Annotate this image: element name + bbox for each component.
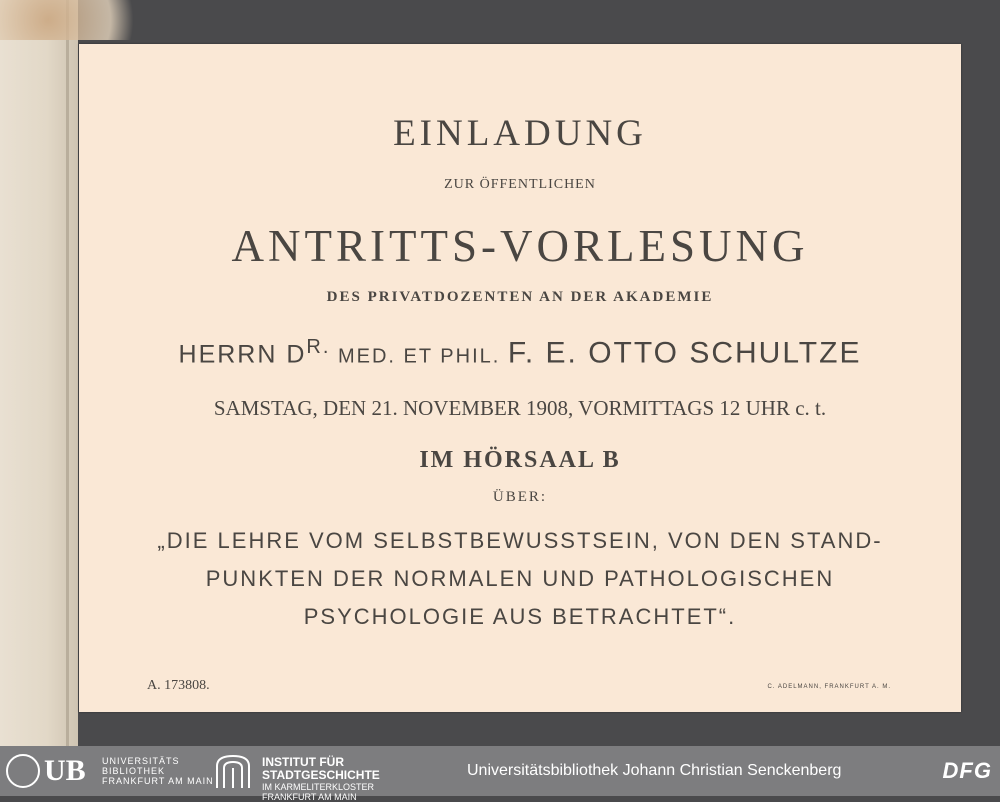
paper-stain <box>0 0 160 40</box>
lecture-title-line-1: „DIE LEHRE VOM SELBSTBEWUSSTSEIN, VON DEN STAND- <box>157 528 883 553</box>
lecture-title-line-3: PSYCHOLOGIE AUS BETRACHTET“. <box>303 604 737 629</box>
isg-line-4: FRANKFURT AM MAIN <box>262 792 357 802</box>
printer-imprint: C. ADELMANN, FRANKFURT A. M. <box>767 684 891 690</box>
catalog-number: A. 173808. <box>147 678 210 693</box>
ub-line-1: UNIVERSITÄTS <box>102 756 180 766</box>
ub-line-2: BIBLIOTHEK <box>102 766 166 776</box>
invitation-card <box>79 44 961 712</box>
lecture-title-line-2: PUNKTEN DER NORMALEN UND PATHOLOGISCHEN <box>205 566 835 591</box>
lecture-heading: ANTRITTS-VORLESUNG <box>231 221 809 271</box>
date-line: SAMSTAG, DEN 21. NOVEMBER 1908, VORMITTAGS 12 UHR c. t. <box>213 396 827 420</box>
room-line: IM HÖRSAAL B <box>419 447 621 473</box>
isg-logo[interactable] <box>214 754 414 802</box>
speaker-name: F. E. OTTO SCHULTZE <box>507 336 862 370</box>
position-line: DES PRIVATDOZENTEN AN DER AKADEMIE <box>326 289 714 305</box>
invitation-title: EINLADUNG <box>393 113 647 154</box>
scan-left-strip <box>0 0 78 746</box>
footer-bar <box>0 746 1000 802</box>
isg-line-3: IM KARMELITERKLOSTER <box>262 782 375 792</box>
subtitle-zur: ZUR ÖFFENTLICHEN <box>444 177 596 192</box>
seal-icon <box>6 754 40 788</box>
ub-logo[interactable] <box>6 754 214 790</box>
ub-logo-text: UB <box>44 754 86 787</box>
library-title[interactable]: Universitätsbibliothek Johann Christian Senckenberg <box>467 762 842 779</box>
isg-line-1: INSTITUT FÜR <box>262 755 344 769</box>
arch-icon <box>214 754 252 788</box>
ub-line-3: FRANKFURT AM MAIN <box>102 776 214 786</box>
speaker-degree: MED. ET PHIL. <box>330 345 508 368</box>
isg-line-2: STADTGESCHICHTE <box>262 768 380 782</box>
speaker-prefix: HERRN D <box>178 340 307 369</box>
about-label: ÜBER: <box>492 489 548 505</box>
speaker-sup: R. <box>306 336 331 358</box>
page-fold <box>66 0 69 746</box>
ub-logo-caption <box>102 756 214 786</box>
speaker-line <box>79 336 961 370</box>
isg-logo-caption <box>262 756 380 802</box>
dfg-logo[interactable]: DFG <box>942 758 992 783</box>
